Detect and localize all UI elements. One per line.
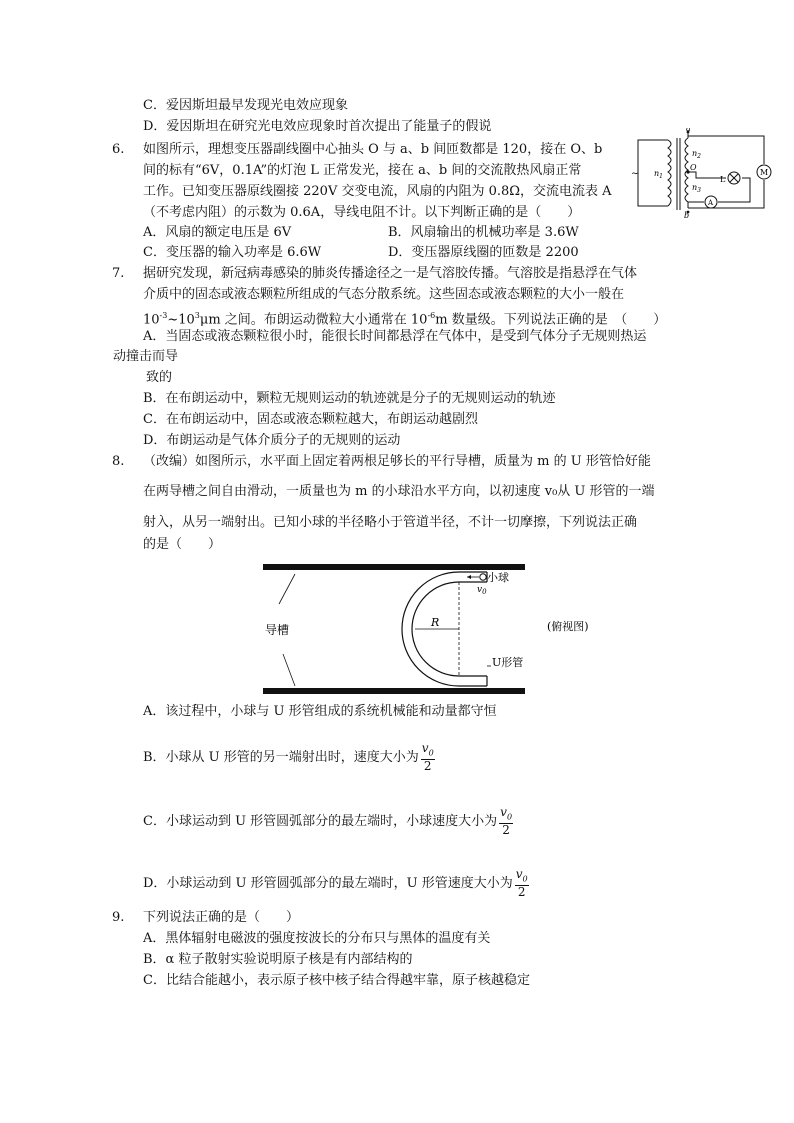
q6-option-b: B．风扇输出的机械功率是 3.6W (388, 225, 579, 240)
fraction-v0-over-2: $\frac{v_0}{2}$ (500, 805, 513, 838)
fig-label-n1: $n_1$ (654, 169, 663, 180)
q5-option-c: C．爱因斯坦最早发现光电效应现象 (143, 98, 348, 113)
fraction-v0-over-2: $\frac{v_0}{2}$ (515, 867, 528, 900)
q8-stem-line: （改编）如图所示，水平面上固定着两根足够长的平行导槽，质量为 m 的 U 形管恰好能 (143, 454, 651, 469)
fig-label-top-view: (俯视图) (547, 620, 589, 633)
q8-option-d: D．小球运动到 U 形管圆弧部分的最左端时，U 形管速度大小为 $\frac{v_0}{2}$ (143, 867, 528, 900)
q8-stem-line: 在两导槽之间自由滑动，一质量也为 m 的小球沿水平方向，以初速度 v₀从 U 形管的一端 (143, 484, 655, 499)
q6-stem-line: （不考虑内阻）的示数为 0.6A，导线电阻不计。以下判断正确的是（ ） (143, 205, 581, 220)
q8-option-b: B．小球从 U 形管的另一端射出时，速度大小为 $\frac{v_0}{2}$ (143, 741, 434, 774)
fig-label-groove: 导槽 (265, 623, 290, 637)
q7-option-b: B．在布朗运动中，颗粒无规则运动的轨迹就是分子的无规则运动的轨迹 (143, 391, 556, 406)
fig-label-ammeter: A (708, 199, 714, 207)
q7-option-c: C．在布朗运动中，固态或液态颗粒越大，布朗运动越剧烈 (143, 412, 478, 427)
fig-label-v0: $v_0$ (477, 585, 487, 596)
q8-number: 8. (112, 454, 125, 469)
q5-option-d: D．爱因斯坦在研究光电效应现象时首次提出了能量子的假说 (143, 119, 492, 134)
q6-option-a: A．风扇的额定电压是 6V (143, 225, 292, 240)
fig-label-u-tube: U形管 (492, 656, 524, 669)
q7-option-a-cont: 动撞击而导 (113, 349, 179, 364)
q7-option-a: A．当固态或液态颗粒很小时，能很长时间都悬浮在气体中，是受到气体分子无规则热运 (143, 329, 647, 344)
q9-number: 9. (112, 910, 125, 925)
q9-option-c: C．比结合能越小，表示原子核中核子结合得越牢靠，原子核越稳定 (143, 973, 530, 988)
fig-label-n3: $n_3$ (692, 183, 701, 194)
fig-label-b: b (684, 211, 690, 218)
q8-stem-line: 的是（ ） (143, 537, 222, 552)
q6-stem-line: 间的标有“6V，0.1A”的灯泡 L 正常发光，接在 a、b 间的交流散热风扇正常 (143, 163, 582, 178)
q6-number: 6. (112, 142, 125, 157)
q9-option-b: B．α 粒子散射实验说明原子核是有内部结构的 (143, 952, 413, 967)
q6-stem-line: 如图所示，理想变压器副线圈中心抽头 O 与 a、b 间匝数都是 120，接在 O、b (143, 142, 603, 157)
q7-stem-line: $10^{-3}\sim 10^3\mu m$ 之间。布朗运动微粒大小通常在 $10^{-6}m$ 数量级。下列说法正确的是 （ ） (143, 311, 667, 328)
q6-option-d: D．变压器原线圈的匝数是 2200 (388, 245, 579, 260)
fraction-v0-over-2: $\frac{v_0}{2}$ (421, 741, 434, 774)
u-tube-figure (255, 558, 615, 702)
fig-label-o: O (690, 163, 697, 172)
fig-label-lamp: L (720, 175, 726, 184)
transformer-circuit-figure (630, 128, 780, 218)
q8-stem-line: 射入，从另一端射出。已知小球的半径略小于管道半径，不计一切摩擦，下列说法正确 (143, 515, 638, 530)
fig-label-a: a (686, 128, 691, 133)
q7-option-d: D．布朗运动是气体介质分子的无规则的运动 (143, 433, 401, 448)
q9-stem-line: 下列说法正确的是（ ） (143, 910, 300, 925)
q7-option-a-cont: 致的 (146, 370, 173, 385)
q7-number: 7. (112, 266, 125, 281)
q7-stem-line: 据研究发现，新冠病毒感染的肺炎传播途径之一是气溶胶传播。气溶胶是指悬浮在气体 (143, 266, 638, 281)
q6-option-c: C．变压器的输入功率是 6.6W (143, 245, 322, 260)
fig-label-n2: $n_2$ (692, 149, 701, 160)
q9-option-a: A．黑体辐射电磁波的强度按波长的分布只与黑体的温度有关 (143, 931, 491, 946)
fig-label-r: R (431, 616, 440, 629)
q7-stem-line: 介质中的固态或液态颗粒所组成的气态分散系统。这些固态或液态颗粒的大小一般在 (143, 287, 625, 302)
q8-option-c: C．小球运动到 U 形管圆弧部分的最左端时，小球速度大小为 $\frac{v_0}{2}$ (143, 805, 513, 838)
fig-label-fan: M (760, 168, 769, 177)
fig-label-ball: 小球 (487, 571, 509, 584)
q8-option-a: A．该过程中，小球与 U 形管组成的系统机械能和动量都守恒 (143, 704, 497, 719)
fig-label-source: ~ (631, 169, 639, 179)
q6-stem-line: 工作。已知变压器原线圈接 220V 交变电流，风扇的内阻为 0.8Ω，交流电流表 A (143, 184, 612, 199)
